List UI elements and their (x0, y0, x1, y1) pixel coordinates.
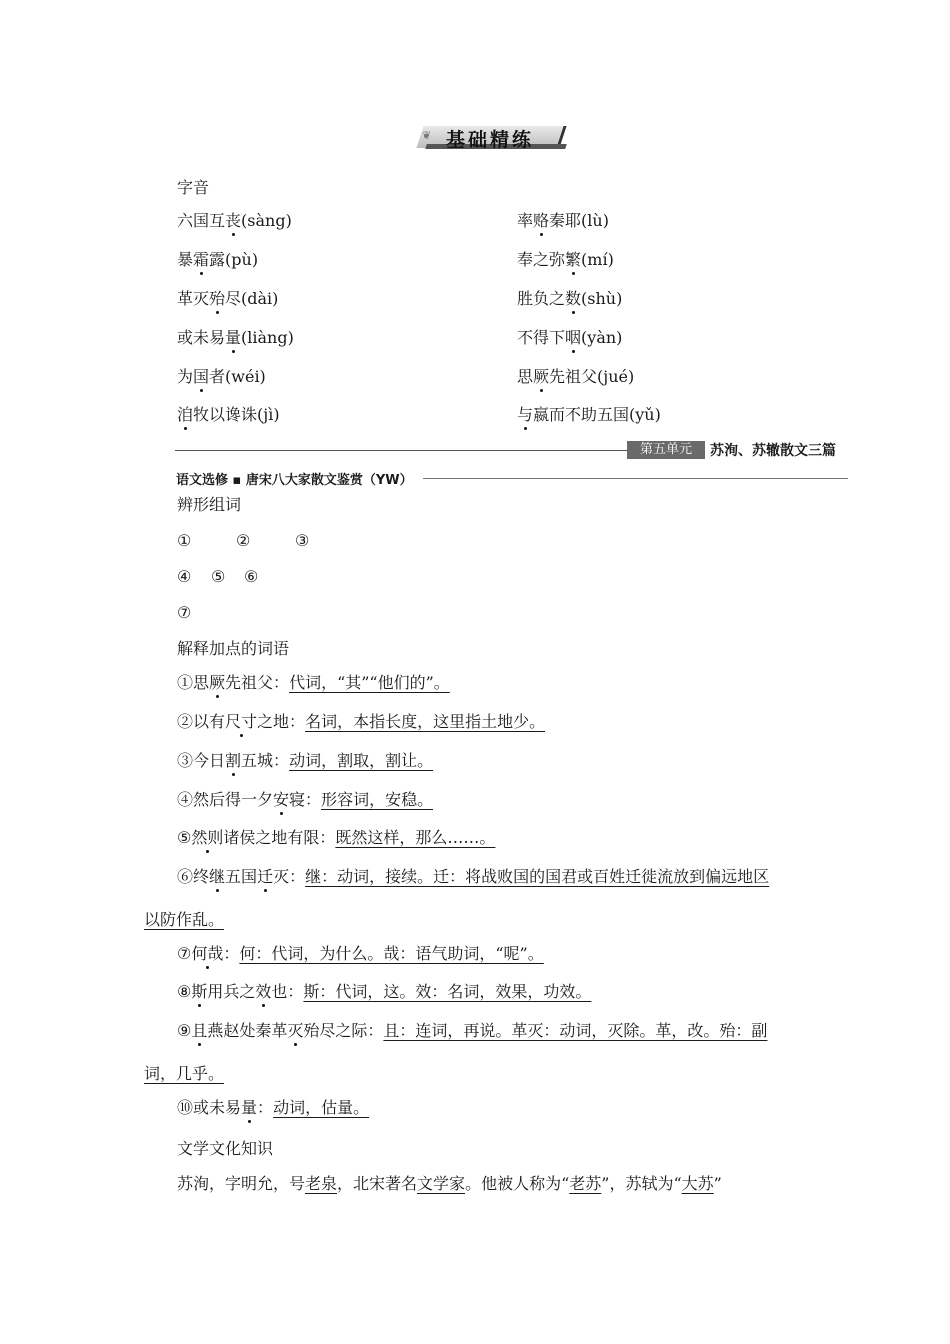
blank-number: ⑥ (244, 567, 259, 586)
pronunciation-item: 暴霜露(pù) (177, 250, 259, 269)
blank-number: ④ (177, 567, 192, 586)
explanation-answer: 何：代词，为什么。哉：语气助词，“呢”。 (239, 944, 544, 963)
explanation-item: ⑤然则诸侯之地有限：既然这样，那么……。 (177, 828, 496, 847)
explanation-item: ①思厥先祖父：代词，“其”“他们的”。 (177, 673, 450, 692)
blank-number: ③ (295, 531, 310, 550)
pronunciation-item: 六国互丧(sàng) (177, 211, 292, 230)
blank-answer: 文学家 (417, 1174, 466, 1193)
explanation-answer: 斯：代词，这。效：名词，效果，功效。 (303, 982, 592, 1001)
explanation-answer: 且：连词，再说。革灭：动词，灭除。革，改。殆：副 (383, 1021, 768, 1040)
explanation-item: ④然后得一夕安寝：形容词，安稳。 (177, 790, 434, 809)
course-title: 语文选修 ▪ 唐宋八大家散文鉴赏（YW） (176, 473, 413, 488)
blank-answer: 老苏 (569, 1174, 602, 1193)
blank-number: ② (236, 531, 251, 550)
explanation-item: ⑨且燕赵处秦革灭殆尽之际：且：连词，再说。革灭：动词，灭除。革，改。殆：副 (177, 1021, 768, 1040)
explanation-item: ⑦何哉：何：代词，为什么。哉：语气助词，“呢”。 (177, 944, 544, 963)
blank-number: ① (177, 531, 192, 550)
pronunciation-item: 或未易量(liàng) (177, 328, 294, 347)
heading-jie-shi: 解释加点的词语 (177, 639, 290, 658)
literature-paragraph: 苏洵，字明允，号老泉，北宋著名文学家。他被人称为“老苏”，苏轼为“大苏” (177, 1174, 722, 1193)
explanation-answer: 动词，割取，割让。 (289, 751, 434, 770)
explanation-item: ③今日割五城：动词，割取，割让。 (177, 751, 434, 770)
unit-divider (175, 450, 627, 451)
pronunciation-item: 率赂秦耶(lù) (517, 211, 609, 230)
heading-zi-yin: 字音 (177, 178, 210, 197)
pronunciation-item: 奉之弥繁(mí) (517, 250, 614, 269)
explanation-item: ⑥终继五国迁灭：继：动词，接续。迁：将战败国的国君或百姓迁徙流放到偏远地区 (177, 867, 770, 886)
explanation-continuation: 以防作乱。 (144, 910, 225, 929)
blank-answer: 老泉 (305, 1174, 338, 1193)
explanation-answer: 代词，“其”“他们的”。 (289, 673, 450, 692)
explanation-answer: 继：动词，接续。迁：将战败国的国君或百姓迁徙流放到偏远地区 (305, 867, 770, 886)
blank-number: ⑦ (177, 603, 192, 622)
explanation-answer: 既然这样，那么……。 (335, 828, 496, 847)
blank-number: ⑤ (211, 567, 226, 586)
unit-title: 苏洵、苏辙散文三篇 (710, 443, 836, 459)
banner-title: 基础精练 (446, 129, 535, 151)
explanation-continuation: 词，几乎。 (144, 1064, 225, 1083)
explanation-item: ⑧斯用兵之效也：斯：代词，这。效：名词，效果，功效。 (177, 982, 592, 1001)
pronunciation-item: 与嬴而不助五国(yǔ) (517, 405, 661, 424)
explanation-answer: 动词，估量。 (273, 1098, 370, 1117)
heading-wen-xue: 文学文化知识 (177, 1139, 274, 1158)
pronunciation-item: 洎牧以谗诛(jì) (177, 405, 280, 424)
leaf-icon: ❦ (422, 129, 432, 142)
explanation-answer: 名词，本指长度，这里指土地少。 (305, 712, 546, 731)
section-banner (420, 124, 565, 152)
pronunciation-item: 革灭殆尽(dài) (177, 289, 279, 308)
explanation-answer: 形容词，安稳。 (321, 790, 434, 809)
pronunciation-item: 为国者(wéi) (177, 367, 266, 386)
explanation-item: ⑩或未易量：动词，估量。 (177, 1098, 370, 1117)
heading-bian-xing: 辨形组词 (177, 495, 242, 514)
pronunciation-item: 不得下咽(yàn) (517, 328, 623, 347)
course-divider (423, 478, 848, 479)
pronunciation-item: 胜负之数(shù) (517, 289, 623, 308)
blank-answer: 大苏 (681, 1174, 714, 1193)
unit-badge: 第五单元 (627, 441, 705, 459)
explanation-item: ②以有尺寸之地：名词，本指长度，这里指土地少。 (177, 712, 546, 731)
pronunciation-item: 思厥先祖父(jué) (517, 367, 635, 386)
